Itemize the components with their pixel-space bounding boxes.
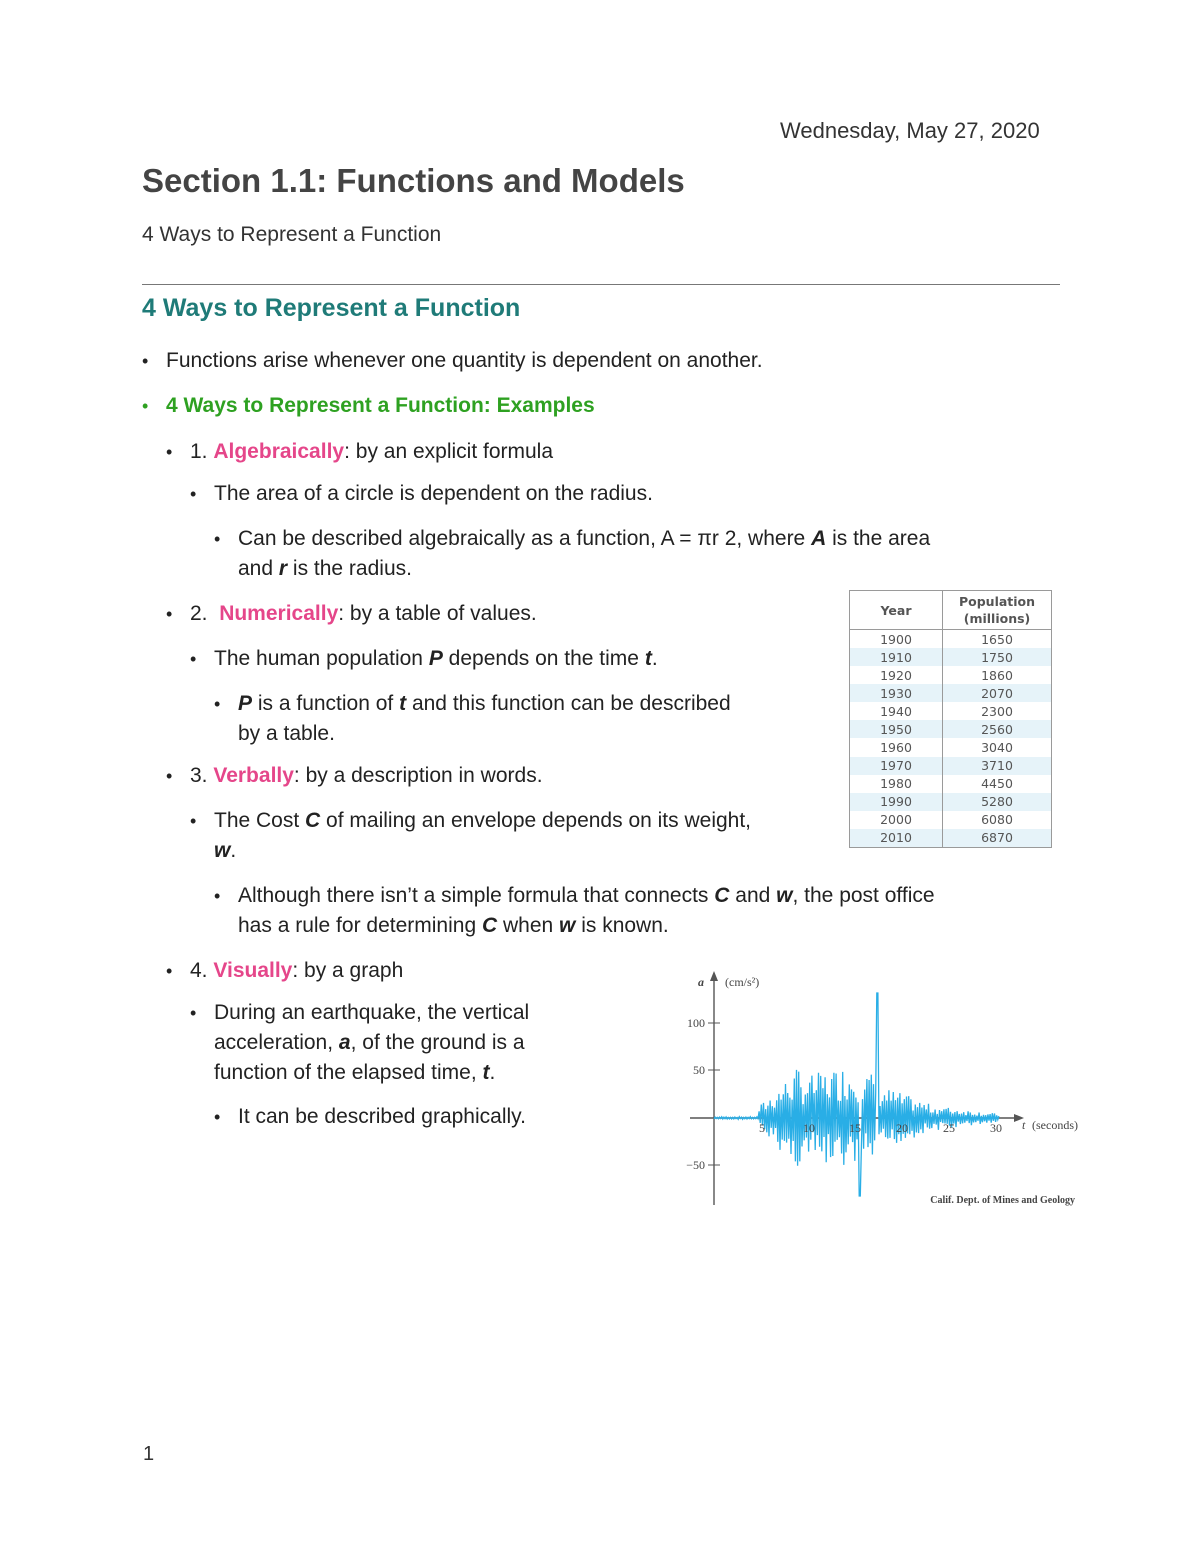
bullet-text: .	[651, 647, 658, 670]
population-cell: 1860	[981, 667, 1013, 683]
bullet-dot-icon: •	[166, 961, 173, 981]
header-line: Population	[958, 594, 1036, 609]
bullet-dot-icon: •	[214, 886, 221, 906]
table-row	[850, 829, 1052, 848]
x-axis-label-var: t	[1022, 1118, 1026, 1132]
section-heading: 4 Ways to Represent a Function	[142, 294, 521, 322]
x-tick-label: 10	[803, 1121, 815, 1135]
population-cell: 3710	[943, 757, 1052, 775]
y-axis-label-unit: (cm/s²)	[725, 975, 760, 989]
x-tick-label: 20	[896, 1121, 908, 1135]
bullet-dot-icon: •	[190, 649, 197, 669]
table-row	[850, 757, 1052, 775]
bullet-dot-icon: •	[214, 694, 221, 714]
table-row	[850, 720, 1052, 738]
population-cell: 6870	[943, 829, 1052, 848]
acceleration-waveform	[714, 993, 999, 1196]
var-a: A	[811, 527, 827, 550]
bullet-dot-icon: •	[190, 1003, 197, 1023]
var-r: r	[278, 557, 288, 580]
bullet-dot-icon: •	[142, 351, 149, 371]
bullet-text: The Cost	[214, 809, 306, 832]
bullet-number: 4.	[190, 959, 214, 982]
bullet-text: , the post office	[792, 884, 935, 907]
x-tick-label: 25	[943, 1121, 955, 1135]
bullet-text: depends on the time	[442, 647, 645, 670]
y-tick-label: 50	[693, 1063, 705, 1077]
table-row	[850, 811, 1052, 829]
year-cell: 2010	[850, 829, 943, 848]
year-cell: 1900	[850, 630, 943, 649]
bullet-examples	[142, 391, 595, 421]
bullet-visually	[166, 956, 404, 986]
year-cell: 1970	[850, 757, 943, 775]
keyword-verbally: Verbally	[213, 764, 294, 787]
population-cell: 5280	[943, 793, 1052, 811]
bullet-dot-icon: •	[214, 529, 221, 549]
bullet-text: and	[729, 884, 777, 907]
page-number: 1	[143, 1443, 155, 1465]
bullet-text: has a rule for determining	[238, 914, 482, 937]
var-p: P	[428, 647, 443, 670]
seismograph-graph	[670, 965, 1090, 1215]
bullet-text: , of the ground is a	[350, 1031, 525, 1054]
var-t: t	[644, 647, 652, 670]
bullet-area-formula	[214, 524, 1038, 584]
bullet-text: of mailing an envelope depends on its weight,	[320, 809, 752, 832]
x-tick-label: 30	[990, 1121, 1002, 1135]
var-t: t	[399, 692, 407, 715]
year-cell: 1960	[850, 738, 943, 756]
bullet-algebraically	[166, 437, 554, 467]
page-title: Section 1.1: Functions and Models	[142, 162, 685, 199]
var-t: t	[482, 1061, 490, 1084]
bullet-text: : by a graph	[292, 959, 404, 982]
header-line: (millions)	[963, 611, 1031, 626]
bullet-text: It can be described graphically.	[238, 1105, 526, 1128]
bullet-number: 2.	[190, 602, 220, 625]
x-axis-label-unit: (seconds)	[1032, 1118, 1078, 1132]
bullet-text: is known.	[575, 914, 669, 937]
bullet-number: 3.	[190, 764, 214, 787]
bullet-text: Although there isn’t a simple formula that connects	[238, 884, 715, 907]
bullet-text: when	[497, 914, 560, 937]
year-cell: 2000	[850, 811, 943, 829]
table-header-year: Year	[850, 591, 943, 630]
bullet-dot-icon: •	[190, 484, 197, 504]
bullet-text: is the radius.	[287, 557, 412, 580]
date: Wednesday, May 27, 2020	[780, 118, 1040, 143]
subtitle: 4 Ways to Represent a Function	[142, 223, 442, 246]
table-row	[850, 630, 1052, 649]
year-cell: 1950	[850, 720, 943, 738]
graph-credit: Calif. Dept. of Mines and Geology	[930, 1195, 1075, 1206]
population-cell: 1750	[943, 648, 1052, 666]
population-cell: 2560	[943, 720, 1052, 738]
bullet-dot-icon: •	[142, 396, 149, 416]
bullet-text: is a function of	[252, 692, 400, 715]
var-c: C	[305, 809, 321, 832]
year-cell: 1990	[850, 793, 943, 811]
var-w: w	[559, 914, 576, 937]
population-table	[849, 590, 1052, 848]
bullet-text: : by a table of values.	[338, 602, 537, 625]
bullet-earthquake	[190, 998, 594, 1088]
bullet-area-circle	[190, 479, 653, 509]
year-cell: 1980	[850, 775, 943, 793]
population-cell: 2300	[981, 703, 1013, 719]
bullet-text: and	[238, 557, 279, 580]
population-cell: 4450	[981, 776, 1013, 792]
bullet-text: by a table.	[238, 722, 335, 745]
table-row	[850, 702, 1052, 720]
year-cell: 1920	[850, 666, 943, 684]
population-cell: 1650	[981, 631, 1013, 647]
bullet-text: 4 Ways to Represent a Function: Examples	[166, 394, 595, 417]
bullet-text: .	[230, 839, 237, 862]
bullet-p-function	[214, 689, 818, 749]
y-tick-label: 100	[687, 1016, 705, 1030]
bullet-functions-arise	[142, 346, 763, 376]
y-axis-arrow-icon	[710, 971, 718, 981]
x-tick-label: 5	[759, 1121, 765, 1135]
bullet-verbally	[166, 761, 543, 791]
bullet-dot-icon: •	[214, 1107, 221, 1127]
bullet-cost	[190, 806, 834, 866]
population-cell: 6080	[981, 812, 1013, 828]
bullet-text: acceleration,	[214, 1031, 339, 1054]
bullet-text: is the area	[826, 527, 931, 550]
var-w: w	[776, 884, 793, 907]
y-axis-label-var: a	[698, 975, 704, 989]
population-cell: 2070	[943, 684, 1052, 702]
bullet-text: .	[489, 1061, 496, 1084]
var-c: C	[714, 884, 730, 907]
bullet-graphically	[214, 1102, 526, 1132]
bullet-population	[190, 644, 658, 674]
table-row	[850, 666, 1052, 684]
bullet-text: The area of a circle is dependent on the radius.	[214, 482, 653, 505]
bullet-text: function of the elapsed time,	[214, 1061, 483, 1084]
var-c: C	[481, 914, 498, 937]
bullet-numerically	[166, 599, 537, 629]
year-cell: 1910	[850, 648, 943, 666]
bullet-dot-icon: •	[166, 766, 173, 786]
bullet-dot-icon: •	[190, 811, 197, 831]
population-cell: 3040	[981, 740, 1013, 755]
table-row	[850, 684, 1052, 702]
table-row	[850, 738, 1052, 756]
bullet-dot-icon: •	[166, 442, 173, 462]
table-header-population	[943, 591, 1052, 630]
table-row	[850, 648, 1052, 666]
bullet-number: 1.	[190, 440, 214, 463]
keyword-numerically: Numerically	[219, 602, 339, 625]
var-a: a	[338, 1031, 351, 1054]
var-p: P	[238, 692, 253, 715]
bullet-text: During an earthquake, the vertical	[214, 1001, 530, 1024]
var-w: w	[214, 839, 231, 862]
divider	[142, 284, 1060, 285]
table-body	[850, 630, 1052, 848]
table-row	[850, 793, 1052, 811]
bullet-post-office	[214, 881, 1058, 941]
table-row	[850, 775, 1052, 793]
year-cell: 1930	[850, 684, 943, 702]
bullet-text: : by a description in words.	[293, 764, 543, 787]
bullet-text: The human population	[214, 647, 429, 670]
x-tick-label: 15	[849, 1121, 861, 1135]
keyword-algebraically: Algebraically	[213, 440, 345, 463]
bullet-text: and this function can be described	[406, 692, 731, 715]
bullet-text: Functions arise whenever one quantity is dependent on another.	[166, 349, 763, 372]
bullet-dot-icon: •	[166, 604, 173, 624]
year-cell: 1940	[850, 702, 943, 720]
y-tick-label: −50	[686, 1158, 705, 1172]
bullet-text: : by an explicit formula	[344, 440, 554, 463]
keyword-visually: Visually	[213, 959, 293, 982]
bullet-text: Can be described algebraically as a function, A = πr 2, where	[238, 527, 812, 550]
